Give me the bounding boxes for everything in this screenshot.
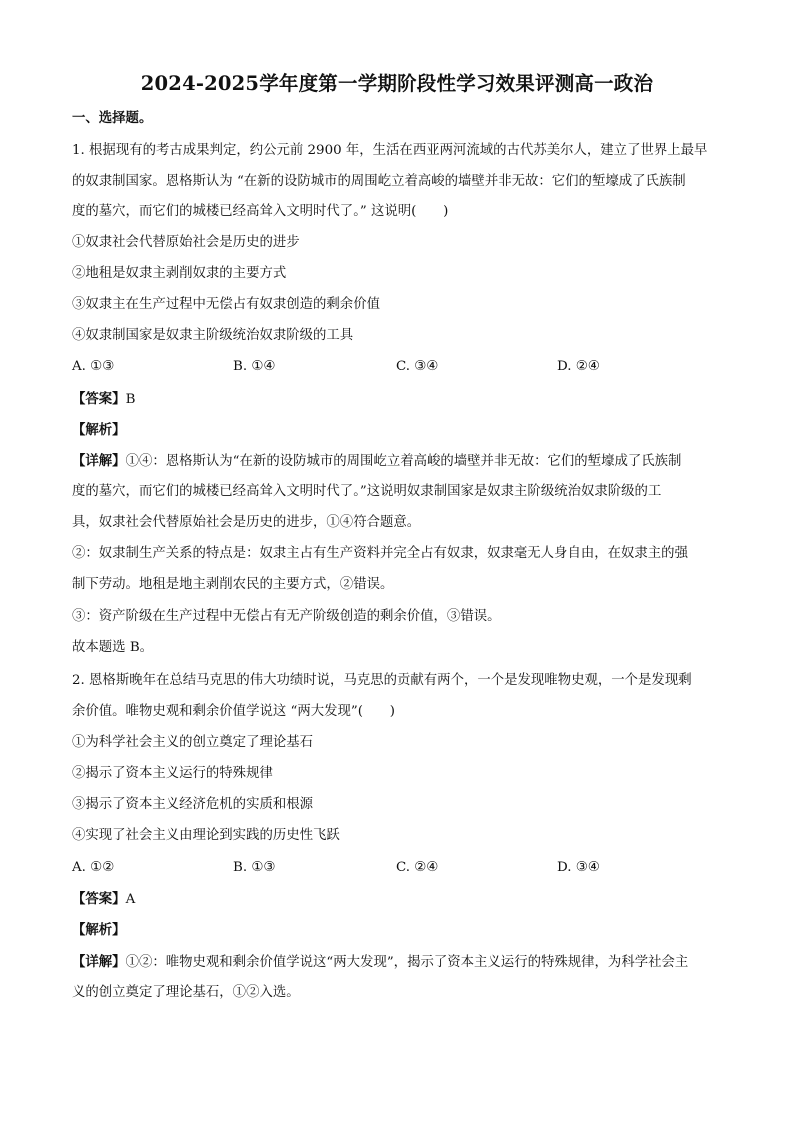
q2-option-c: C. ②④ <box>396 860 439 875</box>
section-heading: 一、选择题。 <box>72 110 153 126</box>
detail-text: ①④：恩格斯认为“在新的设防城市的周围屹立着高峻的墙壁并非无故：它们的堑壕成了氏族制 <box>125 454 682 469</box>
q1-option-d: D. ②④ <box>557 359 600 374</box>
q1-stem-line-1: 1. 根据现有的考古成果判定，约公元前 2900 年，生活在西亚两河流域的古代苏美尔人，建立了世界上最早 <box>72 143 708 158</box>
q1-option-b: B. ①④ <box>233 359 276 374</box>
q1-option-c: C. ③④ <box>396 359 439 374</box>
q2-option-a: A. ①② <box>72 860 115 875</box>
q1-item-2: ②地租是奴隶主剥削奴隶的主要方式 <box>72 266 287 281</box>
q1-option-a: A. ①③ <box>72 359 115 374</box>
q2-item-4: ④实现了社会主义由理论到实践的历史性飞跃 <box>72 828 340 843</box>
q2-item-2: ②揭示了资本主义运行的特殊规律 <box>72 766 273 781</box>
q2-detail-line-2: 义的创立奠定了理论基石，①②入选。 <box>72 985 300 1000</box>
q1-item-4: ④奴隶制国家是奴隶主阶级统治奴隶阶级的工具 <box>72 328 354 343</box>
q1-detail-line-3: 具，奴隶社会代替原始社会是历史的进步，①④符合题意。 <box>72 515 421 530</box>
q1-item-3: ③奴隶主在生产过程中无偿占有奴隶创造的剩余价值 <box>72 297 380 312</box>
q2-item-1: ①为科学社会主义的创立奠定了理论基石 <box>72 735 314 750</box>
q2-option-d: D. ③④ <box>557 860 600 875</box>
q2-detail-line-1 <box>72 952 688 973</box>
answer-value: B <box>125 392 136 407</box>
q1-detail-line-7: 故本题选 B。 <box>72 640 154 655</box>
answer-value: A <box>125 892 136 907</box>
q1-detail-line-2: 度的墓穴，而它们的城楼已经高耸入文明时代了。”这说明奴隶制国家是奴隶主阶级统治奴隶阶级的工 <box>72 484 662 499</box>
q2-item-3: ③揭示了资本主义经济危机的实质和根源 <box>72 797 314 812</box>
q1-answer <box>72 389 135 410</box>
q1-detail-line-4: ②：奴隶制生产关系的特点是：奴隶主占有生产资料并完全占有奴隶，奴隶毫无人身自由，在奴隶主的强 <box>72 546 688 561</box>
q2-answer <box>72 889 135 910</box>
q2-stem-line-2: 余价值。唯物史观和剩余价值学说这 “两大发现”( ) <box>72 704 395 719</box>
q2-option-b: B. ①③ <box>233 860 276 875</box>
answer-label: 【答案】 <box>72 891 126 907</box>
detail-label: 【详解】 <box>72 453 126 469</box>
q1-detail-line-1 <box>72 451 681 472</box>
detail-text: ①②：唯物史观和剩余价值学说这“两大发现”，揭示了资本主义运行的特殊规律，为科学社会主 <box>125 955 689 970</box>
q1-analysis-label: 【解析】 <box>72 422 126 438</box>
detail-label: 【详解】 <box>72 954 126 970</box>
q1-detail-line-6: ③：资产阶级在生产过程中无偿占有无产阶级创造的剩余价值，③错误。 <box>72 609 501 624</box>
q1-detail-line-5: 制下劳动。地租是地主剥削农民的主要方式，②错误。 <box>72 577 394 592</box>
q1-item-1: ①奴隶社会代替原始社会是历史的进步 <box>72 235 300 250</box>
q1-stem-line-2: 的奴隶制国家。恩格斯认为 “在新的设防城市的周围屹立着高峻的墙壁并非无故：它们的堑壕成了氏族制 <box>72 174 686 189</box>
page-title: 2024-2025学年度第一学期阶段性学习效果评测高一政治 <box>140 72 654 95</box>
q2-analysis-label: 【解析】 <box>72 922 126 938</box>
answer-label: 【答案】 <box>72 391 126 407</box>
q2-stem-line-1: 2. 恩格斯晚年在总结马克思的伟大功绩时说，马克思的贡献有两个，一个是发现唯物史观，一个是发现剩 <box>72 673 692 688</box>
q1-stem-line-3: 度的墓穴，而它们的城楼已经高耸入文明时代了。” 这说明( ) <box>72 204 449 219</box>
